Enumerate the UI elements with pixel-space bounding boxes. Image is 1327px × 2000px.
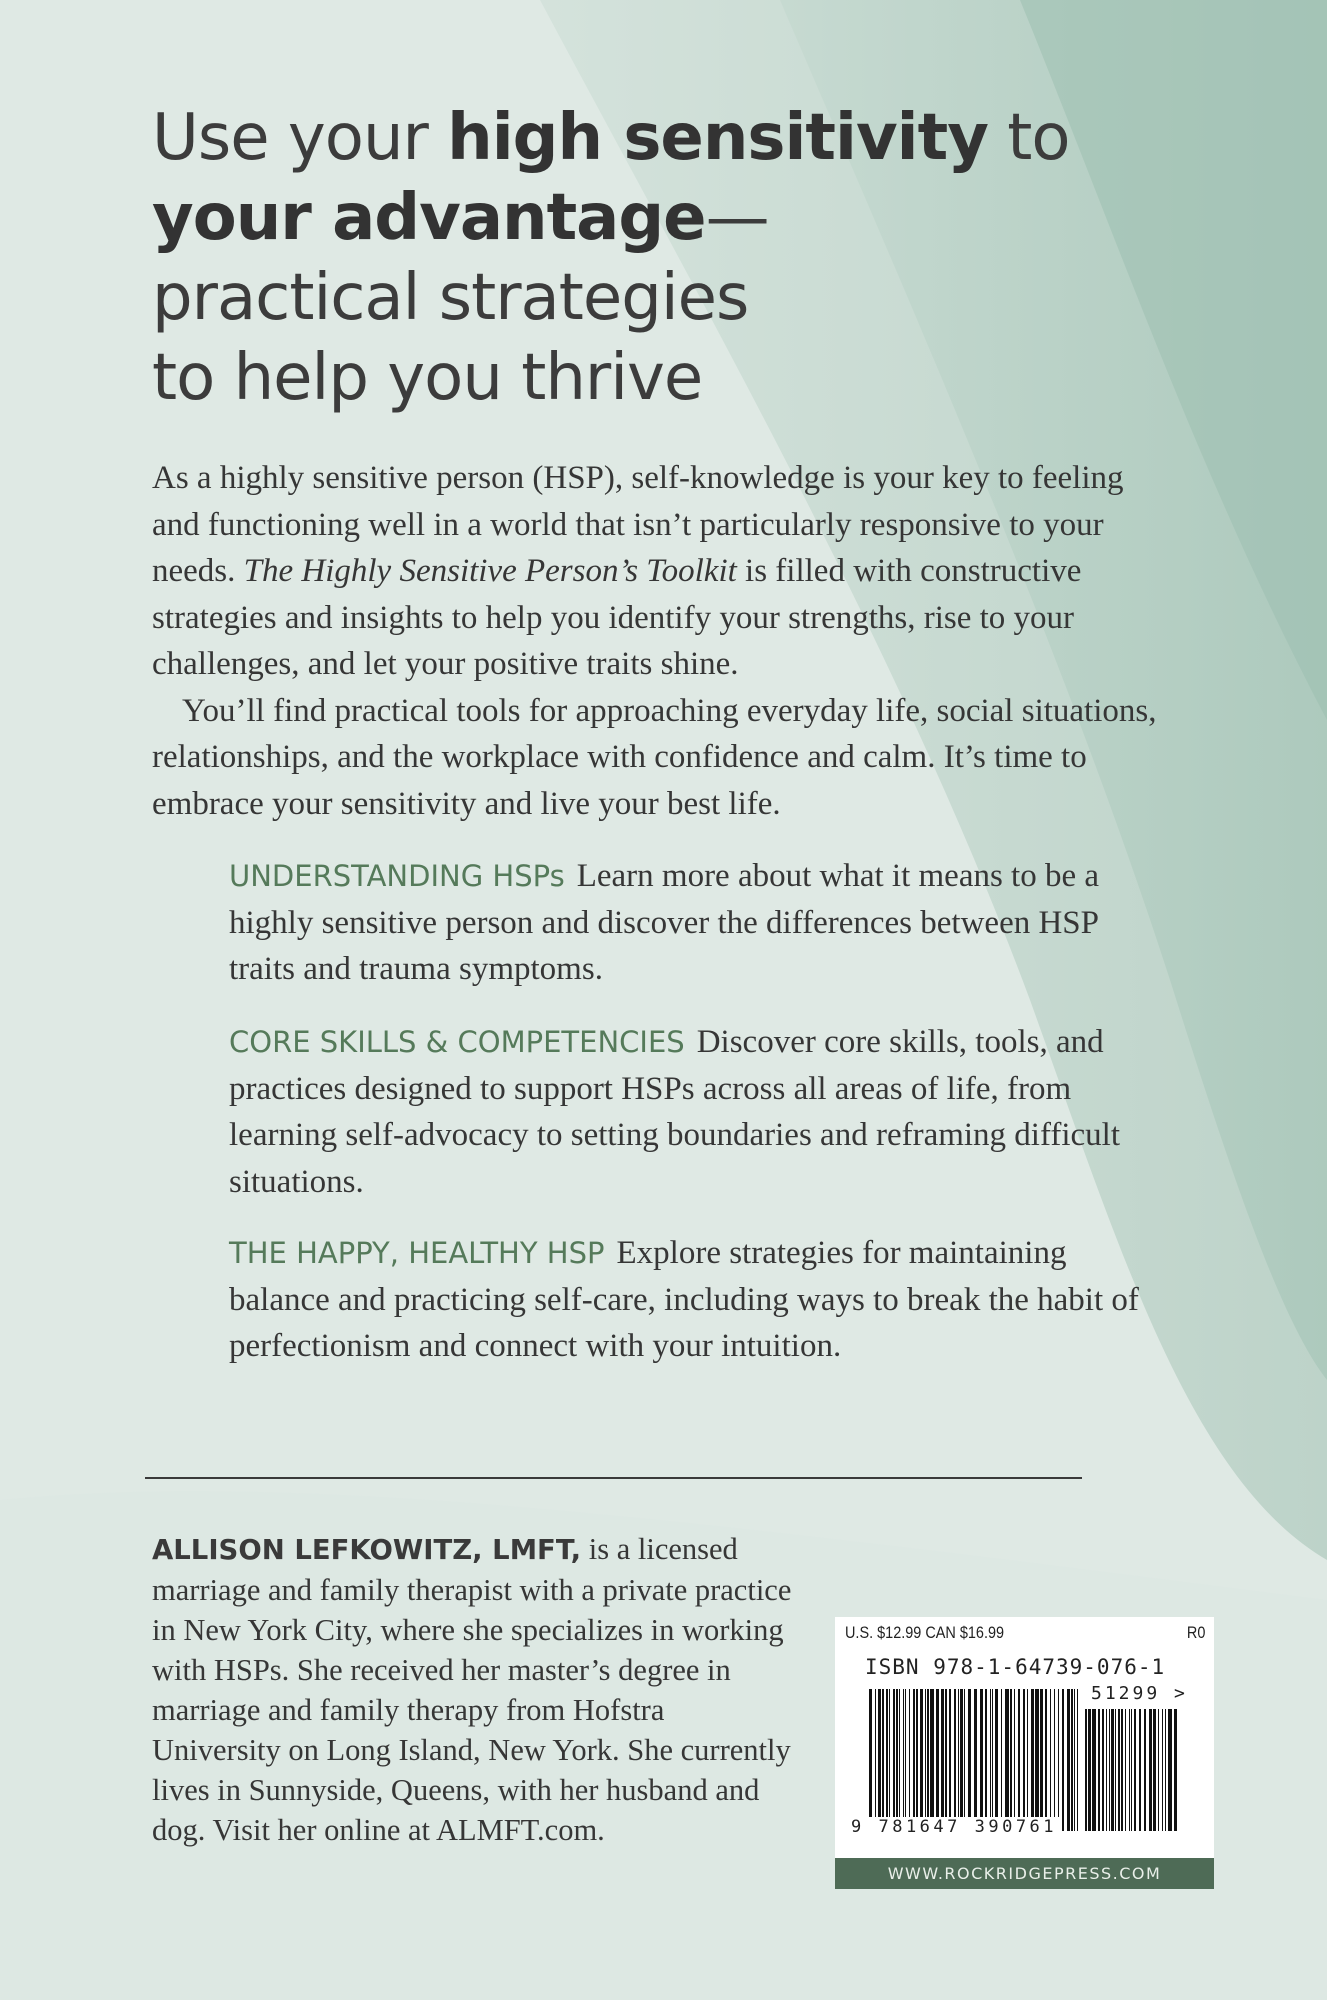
feature-title: THE HAPPY, HEALTHY HSP	[229, 1236, 605, 1270]
author-name: ALLISON LEFKOWITZ, LMFT,	[152, 1534, 582, 1566]
barcode-bar	[990, 1689, 991, 1831]
barcode-bar	[893, 1689, 895, 1831]
section-divider	[145, 1477, 1082, 1479]
barcode-bar	[1098, 1709, 1100, 1831]
headline-text: Use your	[152, 101, 448, 175]
feature-understanding-hsps	[229, 853, 1159, 993]
barcode-bar	[1109, 1709, 1110, 1831]
headline-line-3: practical strategies	[152, 261, 749, 335]
barcode-bar	[1102, 1709, 1104, 1831]
barcode-bar	[985, 1689, 987, 1831]
barcode-bar	[927, 1689, 929, 1831]
barcode-bar	[1149, 1709, 1152, 1831]
barcode-bar	[882, 1689, 884, 1831]
barcode-bar	[878, 1689, 881, 1831]
barcode-bar	[1165, 1709, 1166, 1831]
barcode-bar	[1071, 1689, 1073, 1831]
headline-text: to	[987, 101, 1070, 175]
barcode-bar	[1014, 1689, 1015, 1831]
barcode-bar	[992, 1689, 993, 1831]
author-bio	[152, 1529, 792, 1850]
barcode-bar	[1144, 1709, 1146, 1831]
barcode-bar	[1077, 1689, 1078, 1831]
barcode-bar	[930, 1689, 934, 1831]
barcode-bar	[964, 1689, 965, 1831]
barcode-bar	[1088, 1709, 1091, 1831]
barcode-bar	[1158, 1709, 1159, 1831]
isbn-number: ISBN 978-1-64739-076-1	[865, 1655, 1166, 1679]
barcode-bar	[980, 1689, 983, 1831]
barcode-bar	[925, 1689, 926, 1831]
headline	[152, 98, 1152, 418]
barcode-bar	[1018, 1689, 1020, 1831]
barcode-bar	[1067, 1689, 1070, 1831]
headline-text: —	[705, 181, 769, 255]
author-bio-text: is a licensed marriage and family therapist with a private practice in New York City, where she specializes in working with HSPs. She received her master’s degree in marriage and family therapy from Hofstra University on Long Island, New York. She currently lives in Sunnyside, Queens, with her husband and dog. Visit her online at ALMFT.com.	[152, 1532, 792, 1847]
barcode-bar	[1005, 1689, 1009, 1831]
barcode-bar	[1121, 1709, 1123, 1831]
barcode-bar	[1174, 1709, 1177, 1831]
barcode-bar	[1058, 1689, 1059, 1831]
barcode-bar	[1153, 1709, 1156, 1831]
barcode-bar	[875, 1689, 876, 1831]
price-text: U.S. $12.99 CAN $16.99	[845, 1623, 1005, 1642]
barcode-bar	[1040, 1689, 1043, 1831]
barcode-bar	[1111, 1709, 1114, 1831]
ean-barcode	[869, 1689, 1079, 1831]
barcode-bar	[909, 1689, 910, 1831]
addon-arrow: >	[1174, 1683, 1188, 1704]
price-code: R0	[1186, 1623, 1206, 1642]
barcode-bar	[899, 1689, 900, 1831]
barcode-bar	[913, 1689, 915, 1831]
intro-paragraph-2: You’ll find practical tools for approaching everyday life, social situations, relationships, and the workplace with confidence and calm. It’s time to embrace your sensitivity and live your best life.	[152, 692, 1157, 822]
barcode-bar	[945, 1689, 947, 1831]
barcode-bar	[920, 1689, 923, 1831]
barcode-bar	[886, 1689, 888, 1831]
barcode-bar	[1106, 1709, 1107, 1831]
barcode-bar	[1045, 1689, 1047, 1831]
barcode-bar	[1035, 1689, 1039, 1831]
barcode-bar	[1074, 1689, 1075, 1831]
barcode-bar	[1115, 1709, 1116, 1831]
intro-text: As a highly sensitive person (HSP), self-knowledge is your key to feeling and functioning well in a world that isn’t particularly responsive to your needs.	[152, 460, 1124, 589]
feature-title: UNDERSTANDING HSPs	[229, 859, 565, 893]
headline-line-1	[152, 98, 1152, 178]
barcode-bar	[889, 1689, 890, 1831]
intro-copy	[152, 455, 1162, 827]
barcode-bar	[869, 1689, 872, 1831]
barcode-bar	[1054, 1689, 1055, 1831]
feature-happy-healthy-hsp	[229, 1230, 1159, 1370]
barcode-bar	[1129, 1709, 1130, 1831]
barcode-bar	[1134, 1709, 1136, 1831]
barcode-bar	[1010, 1689, 1012, 1831]
barcode-digits: 9 781647 390761	[851, 1817, 1058, 1837]
feature-core-skills	[229, 1019, 1159, 1205]
barcode-bar	[1085, 1709, 1087, 1831]
barcode-bar	[905, 1689, 906, 1831]
barcode-bar	[1031, 1689, 1034, 1831]
book-title: The Highly Sensitive Person’s Toolkit	[243, 553, 737, 589]
intro-text: is filled with constructive strategies and insights to help you identify your strengths, rise to your challenges, and let your positive traits shine.	[152, 553, 1082, 682]
barcode-bar	[941, 1689, 944, 1831]
barcode-bar	[1027, 1689, 1028, 1831]
barcode-bar	[1062, 1689, 1064, 1831]
addon-digits	[1091, 1683, 1188, 1704]
barcode-bar	[960, 1689, 963, 1831]
barcode-bar	[896, 1689, 898, 1831]
barcode-bar	[903, 1689, 904, 1831]
addon-barcode	[1085, 1709, 1177, 1831]
price-line	[845, 1623, 1206, 1643]
headline-emphasis: high sensitivity	[447, 101, 988, 175]
barcode-bar	[949, 1689, 951, 1831]
feature-text: Discover core skills, tools, and practices designed to support HSPs across all areas of life, from learning self-advocacy to setting boundaries and reframing difficult situations.	[229, 1024, 1120, 1200]
addon-number: 51299	[1091, 1683, 1161, 1704]
barcode-bar	[1050, 1689, 1051, 1831]
barcode-bar	[974, 1689, 977, 1831]
barcode-bar	[1125, 1709, 1126, 1831]
barcode-bar	[1092, 1709, 1096, 1831]
barcode-bar	[968, 1689, 971, 1831]
barcode-bar	[1023, 1689, 1025, 1831]
headline-emphasis: your advantage	[152, 181, 706, 255]
barcode-bar	[1001, 1689, 1002, 1831]
barcode-bar	[958, 1689, 959, 1831]
publisher-website: WWW.ROCKRIDGEPRESS.COM	[835, 1858, 1214, 1889]
barcode-bar	[916, 1689, 918, 1831]
feature-text: Explore strategies for maintaining balance and practicing self-care, including ways to break the habit of perfectionism and connect with your intuition.	[229, 1235, 1139, 1364]
barcode-bar	[1118, 1709, 1120, 1831]
barcode-bar	[1131, 1709, 1132, 1831]
feature-title: CORE SKILLS & COMPETENCIES	[229, 1025, 685, 1059]
feature-text: Learn more about what it means to be a highly sensitive person and discover the differences between HSP traits and trauma symptoms.	[229, 858, 1100, 987]
headline-line-2	[152, 178, 1152, 258]
intro-paragraph-1	[152, 455, 1162, 688]
barcode-bar	[1162, 1709, 1163, 1831]
barcode-panel	[835, 1617, 1214, 1889]
barcode-bar	[936, 1689, 939, 1831]
barcode-bar	[954, 1689, 956, 1831]
barcode-bar	[1168, 1709, 1172, 1831]
barcode-bar	[995, 1689, 998, 1831]
headline-line-4: to help you thrive	[152, 341, 703, 415]
barcode-bar	[1139, 1709, 1141, 1831]
